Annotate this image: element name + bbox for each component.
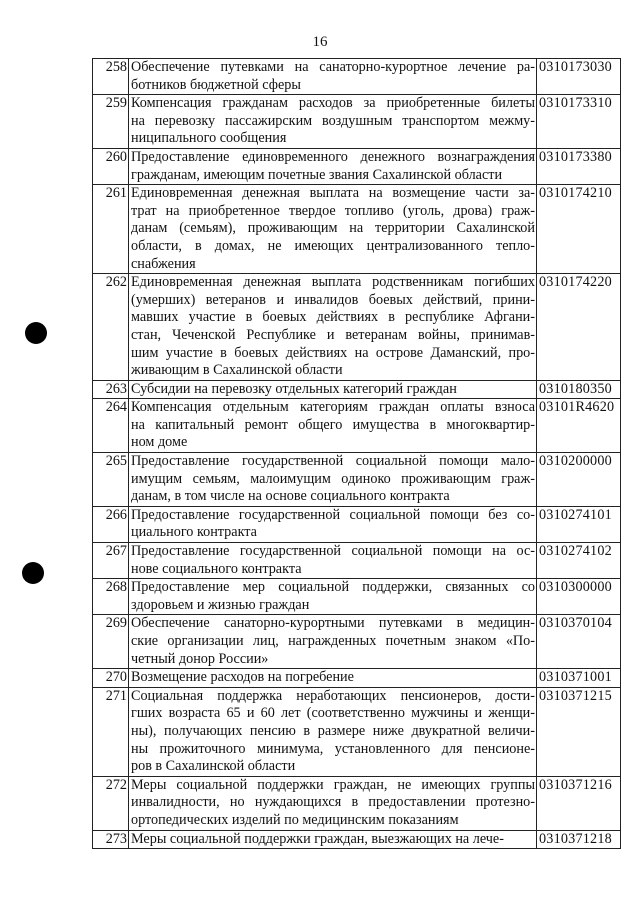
- table-row: [93, 579, 621, 615]
- description-line: имущим семьям, малоимущим одиноко проживающим граж-: [131, 470, 535, 487]
- row-description: [129, 776, 537, 830]
- description-line: (умерших) ветеранов и инвалидов боевых действий, прини-: [131, 291, 535, 308]
- classification-code: 0310370104: [537, 615, 621, 669]
- row-number: 265: [93, 453, 129, 507]
- description-line: нове социального контракта: [131, 560, 302, 577]
- punch-hole-mark: [25, 322, 47, 344]
- description-line: Предоставление государственной социальной помощи без со-: [131, 506, 535, 523]
- description-line: на перевозку пассажирским воздушным транспортом межму-: [131, 112, 535, 129]
- classification-code: 0310173030: [537, 59, 621, 95]
- classification-code: 0310371216: [537, 776, 621, 830]
- description-line: Компенсация отдельным категориям граждан оплаты взноса: [131, 399, 535, 416]
- row-description: [129, 687, 537, 776]
- description-line: ботников бюджетной сферы: [131, 76, 301, 93]
- row-number: 269: [93, 615, 129, 669]
- row-number: 268: [93, 579, 129, 615]
- description-line: инвалидности, но нуждающихся в предоставлении протезно-: [131, 794, 535, 811]
- row-description: [129, 95, 537, 149]
- table-row: [93, 274, 621, 381]
- description-line: снабжения: [131, 255, 196, 272]
- table-row: [93, 506, 621, 542]
- classification-code: 0310180350: [537, 380, 621, 399]
- description-line: гших возраста 65 и 60 лет (соответственно мужчины и женщи-: [131, 705, 535, 722]
- row-number: 266: [93, 506, 129, 542]
- description-line: живающим в Сахалинской области: [131, 362, 343, 379]
- table-row: [93, 543, 621, 579]
- description-line: на капитальный ремонт общего имущества в многоквартир-: [131, 416, 535, 433]
- table-row: [93, 776, 621, 830]
- row-number: 262: [93, 274, 129, 381]
- row-number: 264: [93, 399, 129, 453]
- description-line: Предоставление единовременного денежного вознаграждения: [131, 148, 535, 165]
- table-row: [93, 615, 621, 669]
- classification-code: 0310274102: [537, 543, 621, 579]
- description-line: Обеспечение санаторно-курортными путевками в медицин-: [131, 615, 535, 632]
- row-description: [129, 830, 537, 849]
- description-line: Предоставление государственной социальной помощи мало-: [131, 453, 535, 470]
- row-description: [129, 453, 537, 507]
- description-line: Меры социальной поддержки граждан, выезжающих на лече-: [131, 830, 504, 847]
- row-description: [129, 579, 537, 615]
- description-line: Единовременная денежная выплата на возмещение части за-: [131, 185, 535, 202]
- row-description: [129, 59, 537, 95]
- classification-code: 0310174210: [537, 185, 621, 274]
- description-line: ниципального сообщения: [131, 130, 287, 147]
- row-description: [129, 669, 537, 688]
- row-number: 261: [93, 185, 129, 274]
- row-number: 270: [93, 669, 129, 688]
- classification-code: 03101R4620: [537, 399, 621, 453]
- description-line: ортопедических изделий по медицинским показаниям: [131, 811, 459, 828]
- classification-code: 0310173380: [537, 148, 621, 184]
- table-row: [93, 95, 621, 149]
- classification-code: 0310200000: [537, 453, 621, 507]
- table-row: [93, 148, 621, 184]
- description-line: Социальная поддержка неработающих пенсионеров, дости-: [131, 687, 535, 704]
- description-line: данам, в том числе на основе социального контракта: [131, 488, 450, 505]
- description-line: Предоставление государственной социальной помощи на ос-: [131, 543, 535, 560]
- description-line: здоровьем и жизнью граждан: [131, 596, 310, 613]
- row-number: 263: [93, 380, 129, 399]
- table-row: [93, 453, 621, 507]
- description-line: Компенсация гражданам расходов за приобретенные билеты: [131, 95, 535, 112]
- row-description: [129, 274, 537, 381]
- table-row: [93, 380, 621, 399]
- table-row: [93, 830, 621, 849]
- row-description: [129, 543, 537, 579]
- row-number: 273: [93, 830, 129, 849]
- description-line: Обеспечение путевками на санаторно-курортное лечение ра-: [131, 59, 535, 75]
- row-number: 259: [93, 95, 129, 149]
- page-number: 16: [312, 34, 328, 50]
- classification-code: 0310173310: [537, 95, 621, 149]
- table-row: [93, 399, 621, 453]
- description-line: трат на приобретенное твердое топливо (уголь, дрова) граж-: [131, 202, 535, 219]
- description-line: шим участие в боевых действиях на острове Даманский, про-: [131, 344, 535, 361]
- description-line: Возмещение расходов на погребение: [131, 669, 354, 686]
- classification-code: 0310371001: [537, 669, 621, 688]
- table-row: [93, 185, 621, 274]
- description-line: ские организации лиц, награжденных почетным знаком «По-: [131, 633, 535, 649]
- row-number: 260: [93, 148, 129, 184]
- classification-code: 0310274101: [537, 506, 621, 542]
- row-number: 258: [93, 59, 129, 95]
- row-number: 271: [93, 687, 129, 776]
- table-row: [93, 59, 621, 95]
- classification-code: 0310300000: [537, 579, 621, 615]
- classification-code: 0310371215: [537, 687, 621, 776]
- row-description: [129, 506, 537, 542]
- punch-hole-mark: [22, 562, 44, 584]
- description-line: ном доме: [131, 434, 188, 451]
- row-description: [129, 399, 537, 453]
- description-line: данам (семьям), проживающим на территории Сахалинской: [131, 220, 535, 237]
- classification-code: 0310174220: [537, 274, 621, 381]
- description-line: Единовременная денежная выплата родственникам погибших: [131, 274, 535, 291]
- table-row: [93, 669, 621, 688]
- row-description: [129, 380, 537, 399]
- description-line: Субсидии на перевозку отдельных категорий граждан: [131, 380, 457, 397]
- description-line: стан, Чеченской Республике и ветеранам войны, принимав-: [131, 326, 535, 343]
- description-line: области, в домах, не имеющих централизованного тепло-: [131, 237, 535, 254]
- table-row: [93, 687, 621, 776]
- row-number: 267: [93, 543, 129, 579]
- row-number: 272: [93, 776, 129, 830]
- row-description: [129, 615, 537, 669]
- description-line: Предоставление мер социальной поддержки, связанных со: [131, 579, 535, 596]
- description-line: мавших участие в боевых действиях в республике Афгани-: [131, 309, 535, 326]
- description-line: ны), получающих пенсию в размере ниже двукратной величи-: [131, 722, 535, 739]
- description-line: Меры социальной поддержки граждан, не имеющих группы: [131, 776, 535, 793]
- description-line: ны прожиточного минимума, установленного для пенсионе-: [131, 740, 535, 757]
- description-line: ров в Сахалинской области: [131, 758, 296, 775]
- description-line: циального контракта: [131, 524, 257, 541]
- classification-code: 0310371218: [537, 830, 621, 849]
- description-line: четный донор России»: [131, 650, 269, 667]
- description-line: гражданам, имеющим почетные звания Сахалинской области: [131, 166, 503, 183]
- row-description: [129, 148, 537, 184]
- row-description: [129, 185, 537, 274]
- budget-classification-table: [92, 58, 621, 849]
